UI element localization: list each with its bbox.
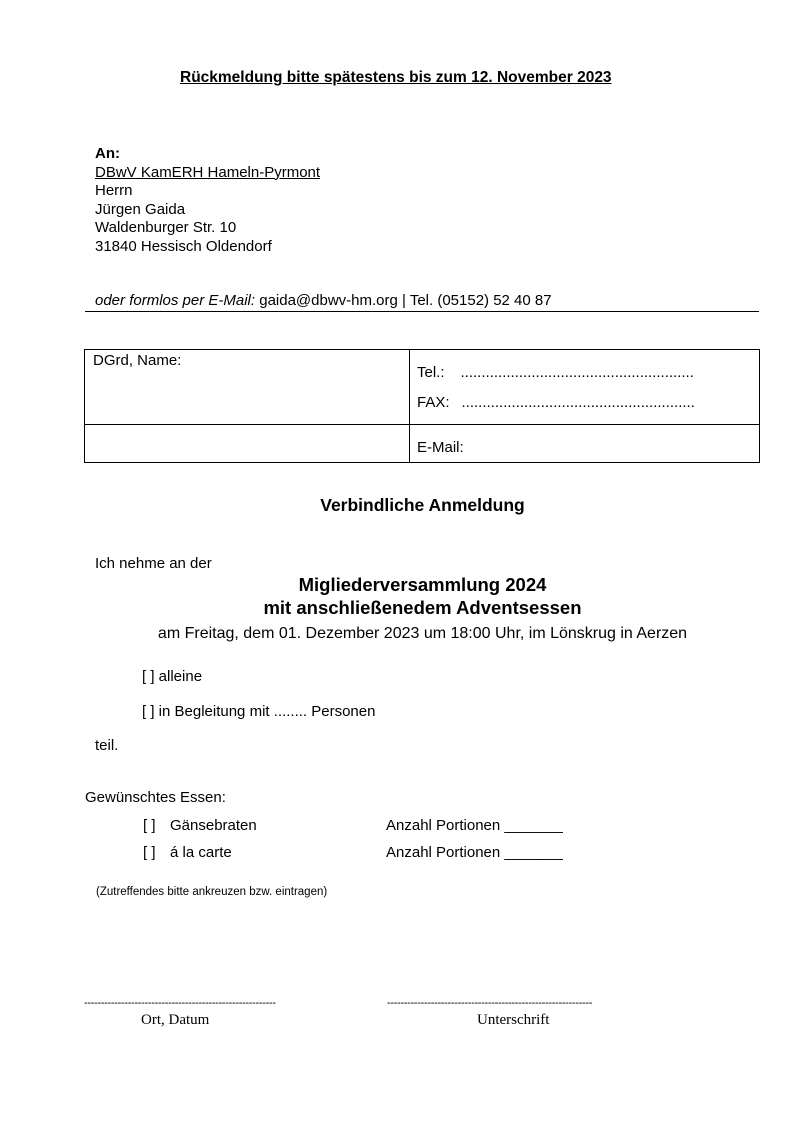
signature-line[interactable]: ------------------------------------------------------------- [387, 997, 593, 1009]
contact-line [85, 292, 759, 312]
registration-heading: Verbindliche Anmeldung [320, 495, 525, 515]
fax-field[interactable] [410, 386, 759, 418]
address-organization: DBwV KamERH Hameln-Pyrmont [95, 163, 321, 181]
tel-dots: ........................................................ [460, 363, 694, 381]
email-label: E-Mail: [417, 439, 464, 456]
food-checkbox-alacarte[interactable]: [ ] [143, 844, 156, 861]
option-alone[interactable]: [ ] alleine [142, 668, 203, 685]
contact-line-details: gaida@dbwv-hm.org | Tel. (05152) 52 40 87 [255, 292, 552, 309]
deadline-notice: Rückmeldung bitte spätestens bis zum 12. November 2023 [180, 69, 612, 86]
food-label-goose: Gänsebraten [170, 817, 257, 834]
participation-suffix: teil. [95, 737, 119, 754]
name-label: DGrd, Name: [93, 352, 182, 369]
place-date-line[interactable]: --------------------------------------------------------- [84, 997, 276, 1009]
event-title: Migliederversammlung 2024 [298, 574, 547, 595]
tel-label: Tel.: [417, 363, 445, 381]
food-portions-goose[interactable]: Anzahl Portionen _______ [386, 817, 563, 834]
food-label-alacarte: á la carte [170, 844, 232, 861]
tel-field[interactable] [410, 358, 759, 386]
fax-label: FAX: [417, 393, 450, 411]
intro-text: Ich nehme an der [95, 555, 212, 572]
address-salutation: Herrn [95, 182, 133, 199]
email-field[interactable] [410, 425, 760, 463]
fax-dots: ........................................................ [461, 393, 695, 411]
contact-form-table [84, 349, 760, 463]
option-with-company[interactable]: [ ] in Begleitung mit ........ Personen [142, 703, 376, 720]
empty-cell[interactable] [85, 425, 410, 463]
event-subtitle: mit anschließenedem Adventsessen [263, 597, 582, 618]
food-heading: Gewünschtes Essen: [85, 789, 226, 806]
contact-line-prefix: oder formlos per E-Mail: [95, 292, 256, 309]
food-portions-alacarte[interactable]: Anzahl Portionen _______ [386, 844, 563, 861]
recipient-address [95, 145, 320, 256]
event-details: am Freitag, dem 01. Dezember 2023 um 18:00 Uhr, im Lönskrug in Aerzen [157, 625, 688, 642]
address-street: Waldenburger Str. 10 [95, 219, 237, 236]
signature-label: Unterschrift [477, 1012, 550, 1028]
place-date-label: Ort, Datum [141, 1012, 210, 1028]
food-checkbox-goose[interactable]: [ ] [143, 817, 156, 834]
address-city: 31840 Hessisch Oldendorf [95, 237, 272, 255]
phone-fax-cell [410, 350, 760, 425]
address-to-label: An: [95, 145, 120, 162]
instruction-note: (Zutreffendes bitte ankreuzen bzw. eintragen) [96, 886, 328, 898]
name-field[interactable] [85, 350, 410, 425]
address-name: Jürgen Gaida [95, 200, 186, 218]
